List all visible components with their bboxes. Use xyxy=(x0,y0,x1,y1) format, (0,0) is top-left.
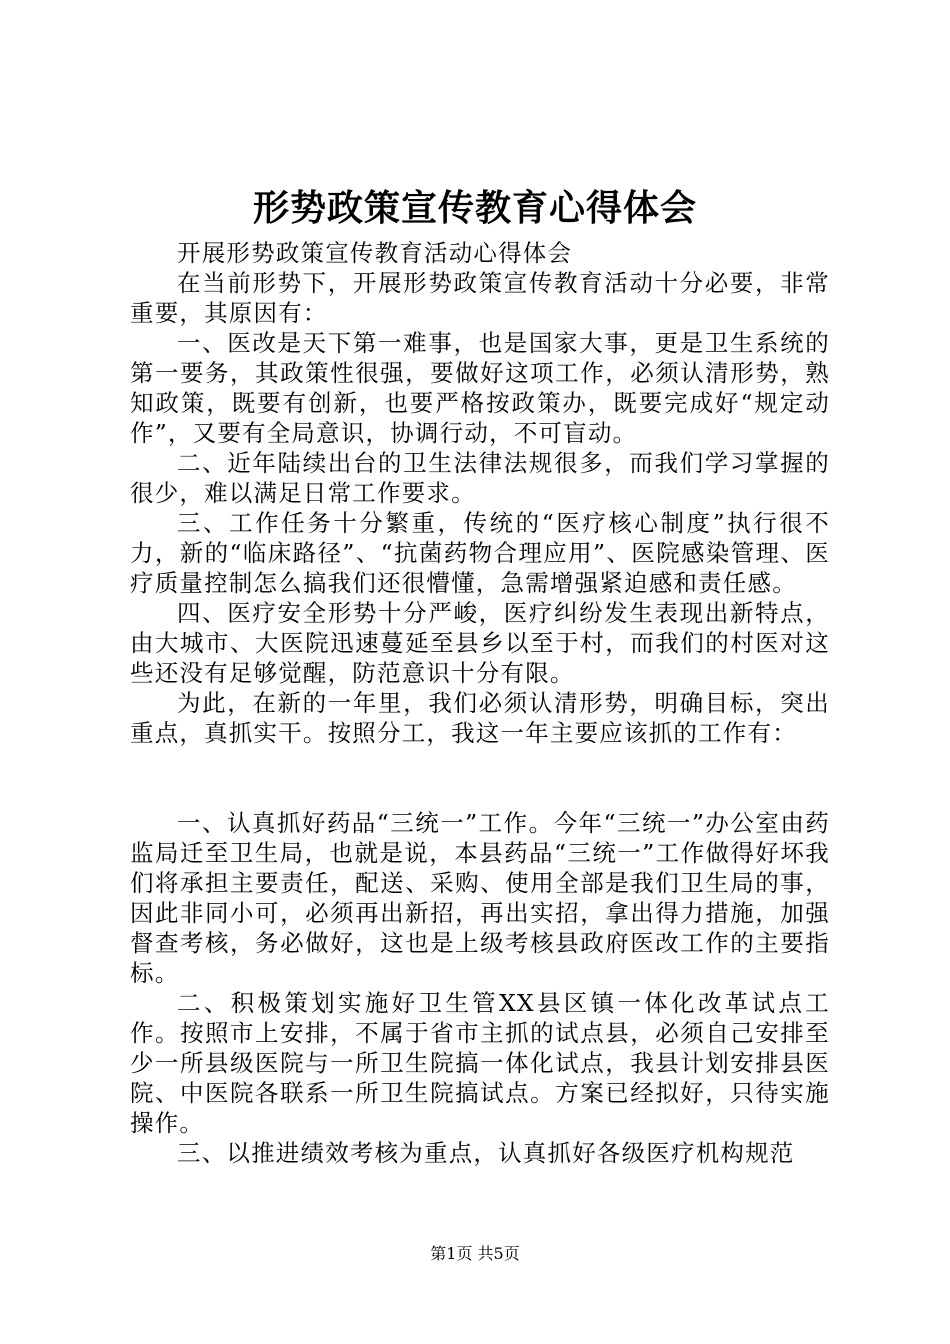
body-paragraph: 三、以推进绩效考核为重点，认真抓好各级医疗机构规范 xyxy=(177,1139,795,1167)
body-paragraph: 为此，在新的一年里，我们必须认清形势，明确目标，突出重点，真抓实干。按照分工，我这一年主要应该抓的工作有： xyxy=(130,689,830,747)
paragraph-gap xyxy=(130,748,830,808)
subtitle-paragraph: 开展形势政策宣传教育活动心得体会 xyxy=(177,239,573,267)
page-number-footer: 第1页 共5页 xyxy=(430,1244,520,1263)
body-paragraph: 三、工作任务十分繁重，传统的“医疗核心制度”执行很不力，新的“临床路径”、“抗菌药物合理应用”、医院感染管理、医疗质量控制怎么搞我们还很懵懂，急需增强紧迫感和责任感。 xyxy=(130,509,830,597)
body-paragraph: 二、积极策划实施好卫生管XX县区镇一体化改革试点工作。按照市上安排，不属于省市主抓的试点县，必须自己安排至少一所县级医院与一所卫生院搞一体化试点，我县计划安排县医院、中医院各联系一所卫生院搞试点。方案已经拟好，只待实施操作。 xyxy=(130,989,830,1137)
document-title: 形势政策宣传教育心得体会 xyxy=(252,187,697,229)
body-paragraph: 二、近年陆续出台的卫生法律法规很多，而我们学习掌握的很少，难以满足日常工作要求。 xyxy=(130,449,830,507)
body-paragraph: 在当前形势下，开展形势政策宣传教育活动十分必要，非常重要，其原因有： xyxy=(130,269,830,327)
document-body xyxy=(130,238,830,1168)
body-paragraph: 一、医改是天下第一难事，也是国家大事，更是卫生系统的第一要务，其政策性很强，要做好这项工作，必须认清形势，熟知政策，既要有创新，也要严格按政策办，既要完成好“规定动作”，又要有全局意识，协调行动，不可盲动。 xyxy=(130,329,830,447)
body-paragraph: 一、认真抓好药品“三统一”工作。今年“三统一”办公室由药监局迁至卫生局，也就是说，本县药品“三统一”工作做得好坏我们将承担主要责任，配送、采购、使用全部是我们卫生局的事，因此非同小可，必须再出新招，再出实招，拿出得力措施，加强督查考核，务必做好，这也是上级考核县政府医改工作的主要指标。 xyxy=(130,809,830,987)
body-paragraph: 四、医疗安全形势十分严峻，医疗纠纷发生表现出新特点，由大城市、大医院迅速蔓延至县乡以至于村，而我们的村医对这些还没有足够觉醒，防范意识十分有限。 xyxy=(130,599,830,687)
